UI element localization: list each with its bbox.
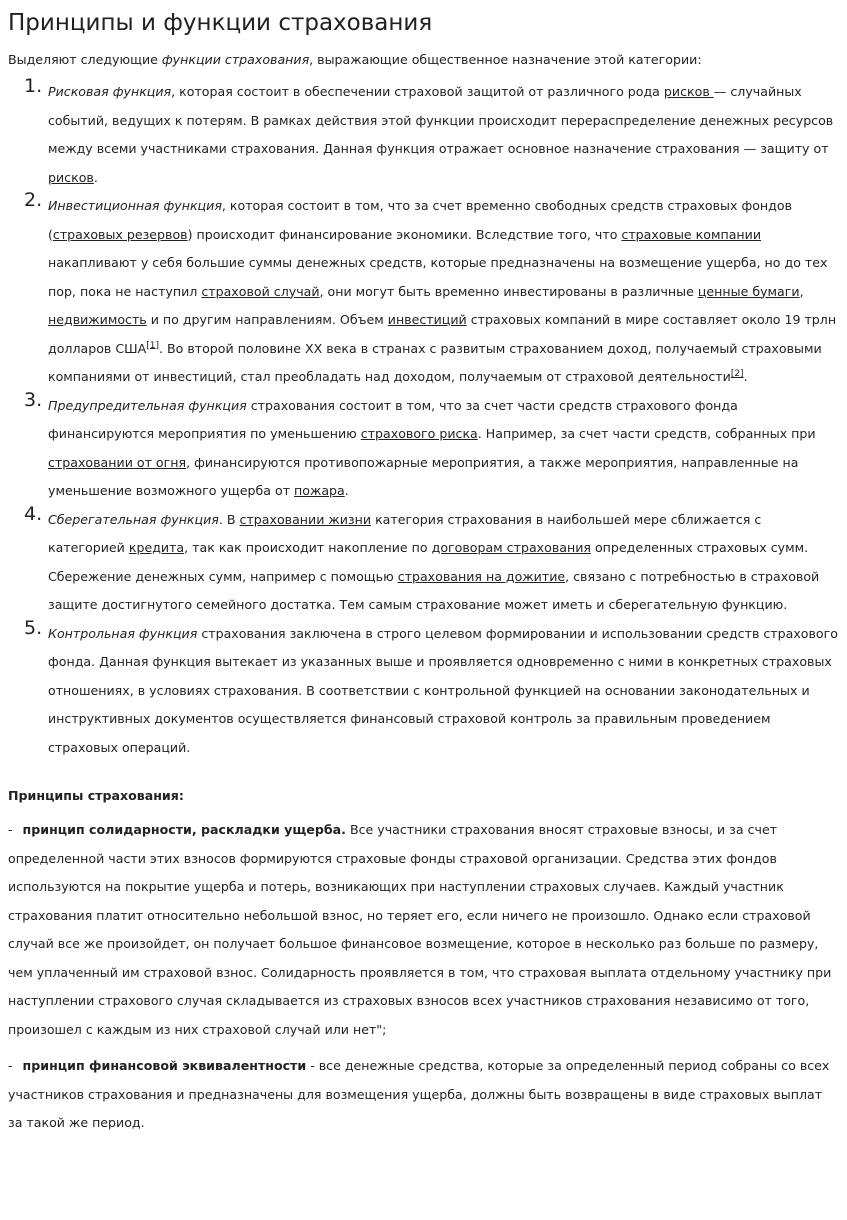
function-text: , они могут быть временно инвестированы в различные xyxy=(319,283,698,299)
function-text: определенных страховых сумм. Сбережение денежных сумм, например с помощью xyxy=(48,540,809,584)
principle-item xyxy=(8,816,839,1044)
function-text: . Например, за счет части средств, собранных при xyxy=(477,426,816,441)
intro-term: функции страхования xyxy=(161,52,310,67)
principle-name: принцип солидарности, раскладки ущерба. xyxy=(22,822,346,837)
function-text: , так как происходит накопление по xyxy=(184,540,432,555)
function-name: Сберегательная функция xyxy=(48,511,219,527)
function-text: ) происходит финансирование экономики. Вследствие того, что xyxy=(187,226,622,242)
wiki-link[interactable]: ценные бумаги xyxy=(697,283,800,299)
intro-after: , выражающие общественное назначение этой категории: xyxy=(309,52,702,67)
function-item xyxy=(8,502,839,620)
function-name: Контрольная функция xyxy=(48,625,198,641)
wiki-link[interactable]: страховании жизни xyxy=(239,511,372,527)
wiki-link[interactable]: недвижимость xyxy=(48,312,147,327)
principle-text: - все денежные средства, которые за определенный период собраны со всех участников страхования и предназначены для возмещения ущерба, должны быть возвращены в виде страховых выплат за такой же период. xyxy=(8,1058,830,1130)
page-title: Принципы и функции страхования xyxy=(8,10,433,36)
function-text: , которая состоит в обеспечении страховой защитой от различного рода xyxy=(171,84,664,99)
function-item xyxy=(8,75,839,192)
intro-before: Выделяют следующие xyxy=(8,52,162,67)
footnote-link[interactable]: [2] xyxy=(730,368,744,379)
principle-dash: - xyxy=(8,822,13,837)
function-text: категория страхования в наибольшей мере сближается с категорией xyxy=(48,511,762,555)
function-text: накапливают у себя большие суммы денежных средств, которые предназначены на возмещение ущерба, но до тех пор, пока не наступил xyxy=(48,255,828,299)
function-text: страхования заключена в строго целевом формировании и использовании средств страхового фонда. Данная функция вытекает из указанных выше и проявляется одновременно с ними в конкретных страховых отношениях, в условиях страхования. В соответствии с контрольной функцией на основании законодательных и инструктивных документов осуществляется финансовый страховой контроль за правильным проведением страховых операций. xyxy=(48,625,838,755)
function-text: , финансируются противопожарные мероприятия, а также мероприятия, направленные на уменьшение возможного ущерба от xyxy=(48,454,799,498)
function-item xyxy=(8,616,839,763)
function-number: 4. xyxy=(24,502,43,525)
principle-name: принцип финансовой эквивалентности xyxy=(22,1058,307,1073)
wiki-link[interactable]: инвестиций xyxy=(387,312,467,327)
principles-title: Принципы страхования: xyxy=(8,788,184,803)
wiki-link[interactable]: пожара xyxy=(294,483,345,498)
function-text: , связано с потребностью в страховой защите достигнутого семейного достатка. Тем самым страхование может иметь и сберегательную функцию. xyxy=(48,568,820,612)
wiki-link[interactable]: страховые компании xyxy=(621,226,762,242)
function-text: и по другим направлениям. Объем xyxy=(146,312,388,327)
function-number: 3. xyxy=(24,388,43,411)
function-text: , которая состоит в том, что за счет временно свободных средств страховых фондов ( xyxy=(48,198,792,242)
function-text: . xyxy=(344,483,349,498)
footnote-link[interactable]: [1] xyxy=(146,340,159,351)
function-text: . Во второй половине XX века в странах с развитым страхованием доход, получаемый страховыми компаниями от инвестиций, стал преобладать над доходом, получаемым от страховой деятельности xyxy=(48,340,822,384)
wiki-link[interactable]: страхового риска xyxy=(360,426,478,441)
principle-dash: - xyxy=(8,1058,13,1073)
functions-list xyxy=(8,75,839,762)
function-text: страхования состоит в том, что за счет части средств страхового фонда финансируются мероприятия по уменьшению xyxy=(48,397,738,441)
wiki-link[interactable]: кредита xyxy=(128,540,185,555)
function-text: — случайных событий, ведущих к потерям. В рамках действия этой функции происходит перераспределение денежных ресурсов между всеми участниками страхования. Данная функция отражает основное назначение страхования — защиту от xyxy=(48,84,834,156)
function-item xyxy=(8,388,839,506)
function-name: Предупредительная функция xyxy=(48,397,247,413)
function-number: 1. xyxy=(24,75,43,97)
function-number: 5. xyxy=(24,616,43,639)
wiki-link[interactable]: договорам страхования xyxy=(431,540,591,555)
function-text: . xyxy=(743,369,748,384)
footnote xyxy=(731,369,744,379)
principle-item xyxy=(8,1052,839,1138)
wiki-link[interactable]: рисков xyxy=(663,84,714,99)
principle-text: Все участники страхования вносят страховые взносы, и за счет определенной части этих взносов формируются страховые фонды страховой организации. Средства этих фондов используются на покрытие ущерба и потерь, возникающих при наступлении страховых случаев. Каждый участник страхования платит относительно небольшой взнос, но теряет его, если ничего не произошло. Однако если страховой случай все же произойдет, он получает большое финансовое возмещение, которое в несколько раз больше по размеру, чем уплаченный им страховой взнос. Солидарность проявляется в том, что страховая выплата отдельному участнику при наступлении страхового случая складывается из страховых взносов всех участников страхования независимо от того, произошел с каждым из них страховой случай или нет"; xyxy=(8,822,832,1037)
function-text: страховых компаний в мире составляет около 19 трлн долларов США xyxy=(48,312,837,356)
function-text: . В xyxy=(218,511,240,527)
intro-paragraph xyxy=(8,50,839,70)
function-name: Рисковая функция xyxy=(48,84,172,99)
function-number: 2. xyxy=(24,189,43,211)
principles-list xyxy=(8,816,839,1138)
wiki-link[interactable]: страховой случай xyxy=(201,283,320,299)
function-name: Инвестиционная функция xyxy=(48,198,222,213)
wiki-link[interactable]: рисков xyxy=(48,169,94,185)
function-text: , xyxy=(799,283,804,299)
footnote xyxy=(146,340,159,350)
wiki-link[interactable]: страхования на дожитие xyxy=(397,568,566,584)
function-item xyxy=(8,189,839,392)
wiki-link[interactable]: страховании от огня xyxy=(48,454,187,470)
function-text: . xyxy=(93,169,98,185)
wiki-link[interactable]: страховых резервов xyxy=(52,226,188,242)
